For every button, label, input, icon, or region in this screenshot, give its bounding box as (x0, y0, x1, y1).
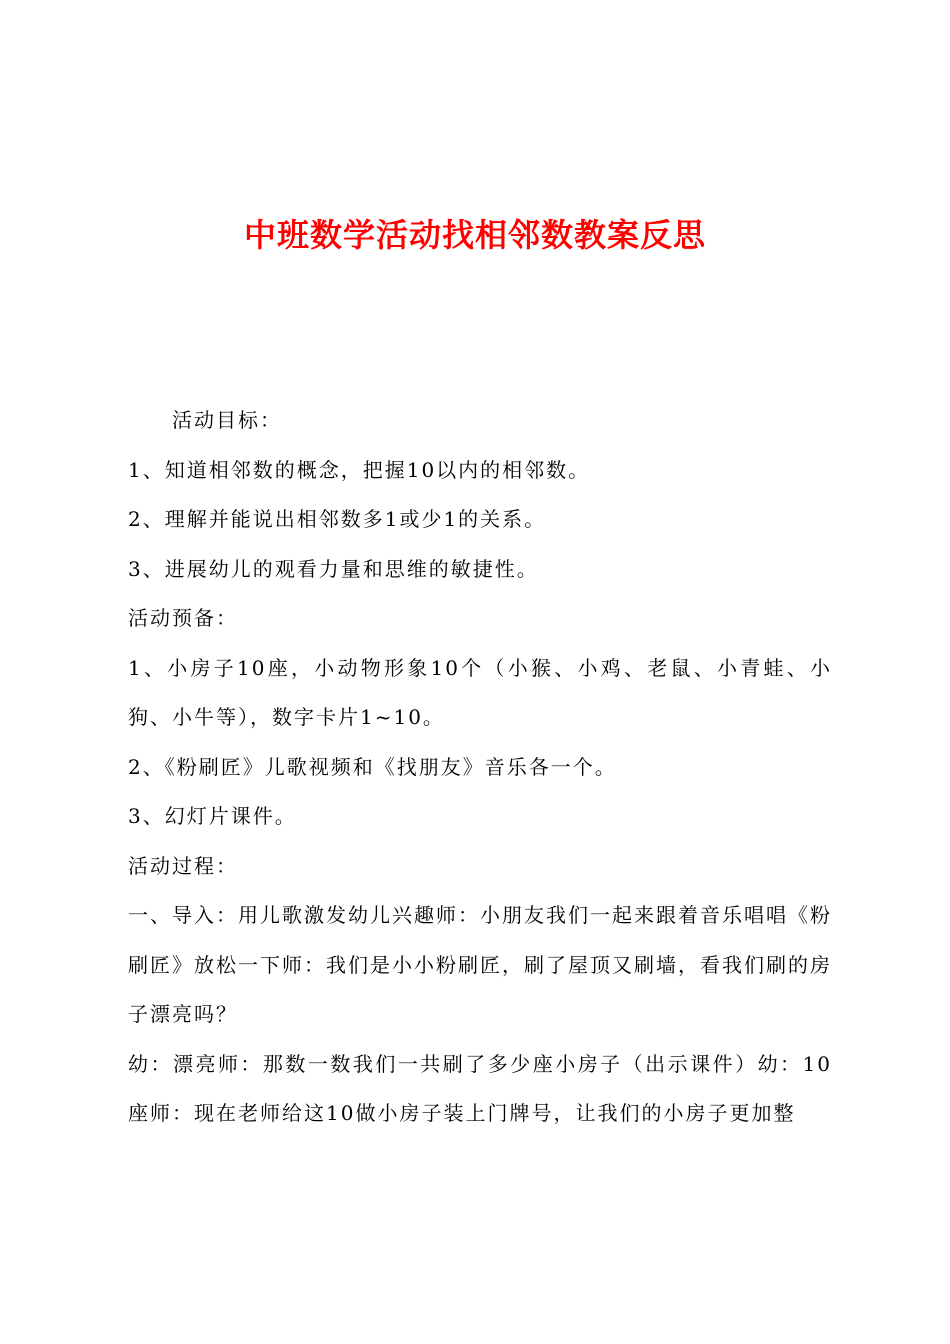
heading-activity-preparation: 活动预备： (128, 606, 238, 630)
preparation-item-3: 3、幻灯片课件。 (128, 804, 297, 828)
heading-activity-process: 活动过程： (128, 853, 238, 878)
document-title: 中班数学活动找相邻数教案反思 (243, 216, 706, 254)
goal-item-3: 3、进展幼儿的观看力量和思维的敏捷性。 (128, 556, 539, 581)
goal-item-2: 2、理解并能说出相邻数多1或少1的关系。 (128, 507, 547, 531)
document-body (128, 396, 832, 1139)
heading-activity-goals: 活动目标： (172, 408, 282, 432)
process-paragraph-2: 幼：漂亮师：那数一数我们一共刷了多少座小房子（出示课件）幼：10座师：现在老师给这10做小房子装上门牌号，让我们的小房子更加整 (128, 1051, 832, 1125)
preparation-item-2: 2、《粉刷匠》儿歌视频和《找朋友》音乐各一个。 (128, 754, 617, 779)
preparation-item-1: 1、小房子10座，小动物形象10个（小猴、小鸡、老鼠、小青蛙、小狗、小牛等），数字卡片1~10。 (128, 655, 832, 729)
process-paragraph-1: 一、导入：用儿歌激发幼儿兴趣师：小朋友我们一起来跟着音乐唱唱《粉刷匠》放松一下师：我们是小小粉刷匠，刷了屋顶又刷墙，看我们刷的房子漂亮吗？ (128, 903, 832, 1026)
goal-item-1: 1、知道相邻数的概念，把握10以内的相邻数。 (128, 457, 591, 482)
